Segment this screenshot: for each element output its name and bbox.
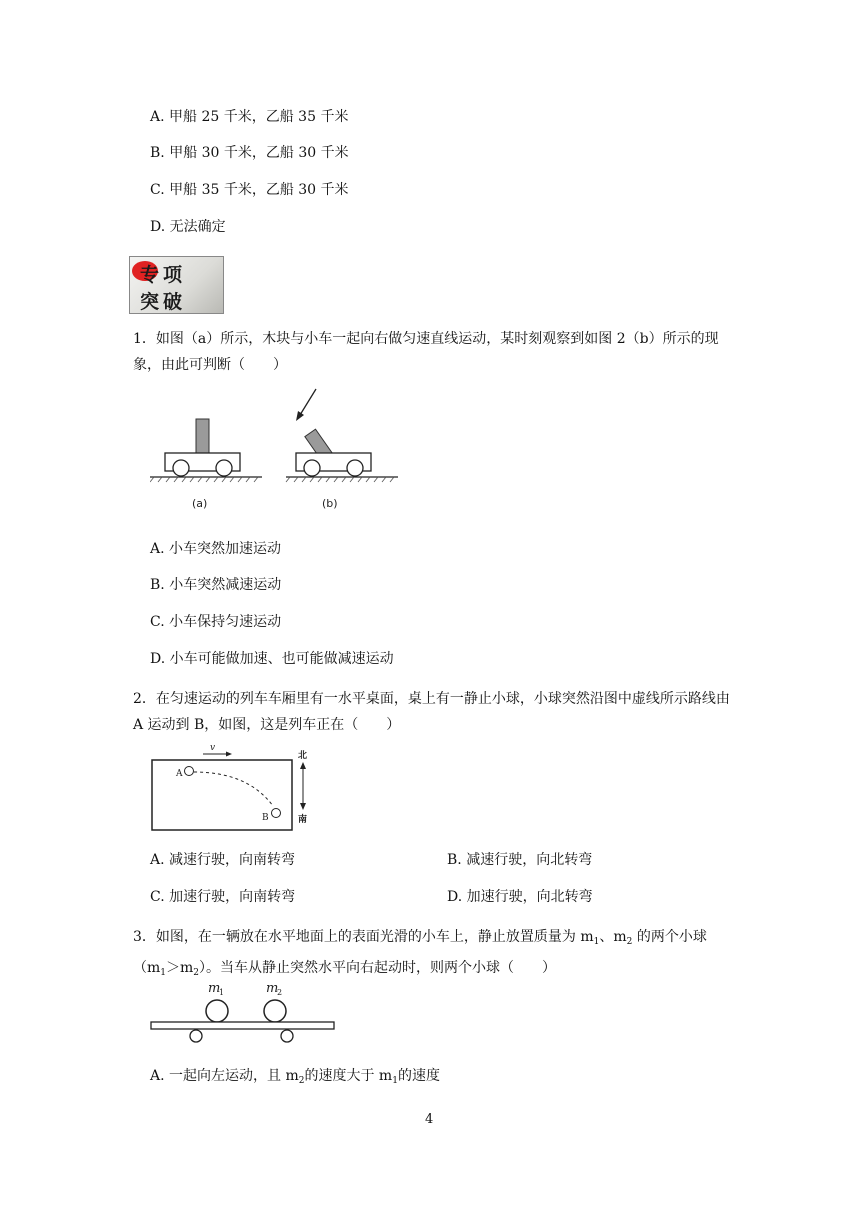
question-3-number: 3． [133, 929, 156, 945]
q2-option-a: A. 减速行驶，向南转弯 [150, 852, 296, 868]
m1-label: m [208, 981, 221, 996]
force-arrow-head [296, 411, 304, 421]
force-arrow [300, 389, 316, 415]
badge-line-1: 专项 [140, 264, 187, 286]
cart-wheel-left [190, 1030, 202, 1042]
q2-option-b: B. 减速行驶，向北转弯 [447, 852, 593, 868]
question-3-sub-4: 2 [193, 968, 200, 978]
question-3-text-3: 的两个小球 [632, 929, 707, 945]
prev-option-d: D. 无法确定 [150, 219, 226, 235]
q1-option-d: D. 小车可能做加速、也可能做减速运动 [150, 651, 394, 667]
south-arrow-head [300, 803, 306, 810]
point-a-label: A [176, 769, 183, 779]
cart-a-wheel-right [216, 460, 232, 476]
question-3-text-6: ）。当车从静止突然水平向右起动时，则两个小球（ ） [199, 960, 557, 976]
block-upright [196, 419, 209, 453]
question-3-figure [148, 978, 340, 1046]
cart-b-wheel-left [304, 460, 320, 476]
question-1-figure [150, 385, 400, 515]
fig-label-b: (b) [322, 497, 338, 510]
q3-option-a-sub-1: 2 [298, 1076, 305, 1086]
north-arrow-head [300, 762, 306, 769]
question-2-number: 2． [133, 691, 156, 707]
question-3-sub-1: 1 [593, 937, 600, 947]
page-number: 4 [425, 1112, 434, 1127]
question-3-sub-3: 1 [160, 968, 167, 978]
question-3-text-1: 如图，在一辆放在水平地面上的表面光滑的小车上，静止放置质量为 m [155, 929, 594, 945]
question-3-sub-2: 2 [626, 937, 633, 947]
q1-option-c: C. 小车保持匀速运动 [150, 614, 282, 630]
cart-a-wheel-left [173, 460, 189, 476]
m2-label: m [266, 981, 279, 996]
ball-m1 [206, 1000, 228, 1022]
fig-label-a: (a) [192, 497, 208, 510]
q2-option-c: C. 加速行驶，向南转弯 [150, 889, 296, 905]
q3-option-a-text-1: A. 一起向左运动，且 m [150, 1068, 299, 1084]
q1-option-a: A. 小车突然加速运动 [150, 541, 282, 557]
q3-option-a-sub-2: 1 [392, 1076, 398, 1086]
question-3-text-5: ＞m [166, 960, 194, 976]
q2-option-d: D. 加速行驶，向北转弯 [447, 889, 593, 905]
question-1-number: 1． [133, 331, 156, 347]
cart-a [150, 419, 262, 482]
question-2 [133, 686, 733, 738]
cart-b-wheel-right [347, 460, 363, 476]
q3-option-a [150, 1067, 440, 1090]
m1-sub-label: 1 [219, 988, 225, 997]
ball-a [185, 767, 194, 776]
question-3-text-4: （m [133, 960, 161, 976]
q3-option-a-text-2: 的速度大于 m [304, 1068, 393, 1084]
prev-option-c: C. 甲船 35 千米，乙船 30 千米 [150, 182, 349, 198]
question-2-text: 在匀速运动的列车车厢里有一水平桌面，桌上有一静止小球，小球突然沿图中虚线所示路线由 A 运动到 B，如图，这是列车正在（ ） [133, 691, 730, 733]
ball-b [272, 809, 281, 818]
cart-b [286, 389, 398, 482]
north-label: 北 [298, 751, 308, 761]
cart-wheel-right [281, 1030, 293, 1042]
q1-option-b: B. 小车突然减速运动 [150, 577, 282, 593]
section-badge [129, 256, 224, 314]
q3-option-a-text-3: 的速度 [397, 1068, 440, 1084]
question-2-figure [148, 742, 328, 834]
south-label: 南 [298, 815, 308, 825]
question-1 [133, 326, 733, 378]
question-1-text: 如图（a）所示，木块与小车一起向右做匀速直线运动，某时刻观察到如图 2（b）所示的现象，由此可判断（ ） [133, 331, 719, 373]
badge-line-2: 突破 [140, 291, 187, 313]
velocity-arrow-head [226, 752, 232, 757]
prev-option-a: A. 甲船 25 千米，乙船 35 千米 [150, 109, 349, 125]
table-top [152, 760, 292, 830]
ball-m2 [264, 1000, 286, 1022]
question-3 [133, 924, 733, 986]
question-3-text-2: 、m [599, 929, 627, 945]
cart-board [151, 1022, 334, 1029]
point-b-label: B [262, 813, 269, 823]
m2-sub-label: 2 [277, 988, 283, 997]
velocity-label: v [210, 743, 216, 753]
prev-option-b: B. 甲船 30 千米，乙船 30 千米 [150, 145, 349, 161]
